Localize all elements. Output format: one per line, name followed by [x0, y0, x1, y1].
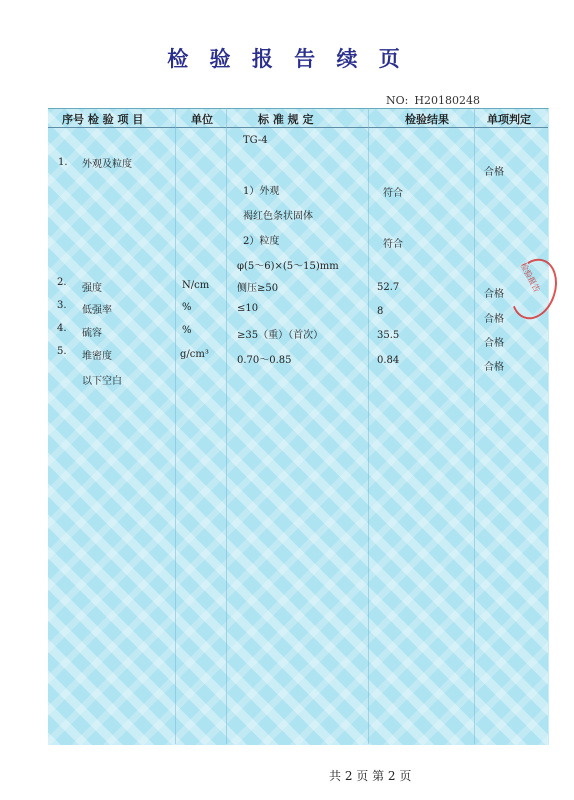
seal-text: 检验报告 — [518, 261, 542, 294]
report-number-value: H20180248 — [414, 94, 480, 107]
table-row-item: 硫容 — [82, 328, 102, 339]
table-row-item: 堆密度 — [82, 351, 112, 362]
header-verdict: 单项判定 — [487, 113, 531, 126]
table-row-result: 35.5 — [377, 330, 400, 341]
table-row-verdict: 合格 — [484, 338, 504, 349]
table-row-verdict: 合格 — [484, 167, 504, 178]
table-row-standard: 褐红色条状固体 — [243, 211, 313, 222]
table-row-standard: ≥35（重）（首次） — [237, 330, 324, 341]
table-row-verdict: 合格 — [484, 289, 504, 300]
table-row-standard: φ(5～6)×(5～15)mm — [237, 261, 339, 272]
header-unit: 单位 — [191, 113, 213, 126]
table-row-verdict: 合格 — [484, 314, 504, 325]
table-row-standard: 0.70～0.85 — [237, 355, 292, 366]
table-row-seq: 5. — [57, 346, 67, 357]
table-row-verdict: 合格 — [484, 362, 504, 373]
table-row-result: 0.84 — [377, 355, 400, 366]
table-row-unit: g/cm³ — [180, 349, 209, 360]
table-row-standard: 1）外观 — [243, 186, 280, 197]
table-row-unit: N/cm — [182, 280, 210, 291]
table-row-result: 符合 — [383, 188, 403, 199]
blank-note: 以下空白 — [82, 376, 122, 387]
table-row-result: 8 — [377, 306, 384, 317]
table-row-seq: 2. — [57, 277, 67, 288]
header-standard: 标 准 规 定 — [258, 113, 314, 126]
report-number — [386, 94, 480, 107]
header-result: 检验结果 — [405, 113, 449, 126]
table-row-seq: 3. — [57, 300, 67, 311]
column-divider — [175, 108, 176, 744]
page-title: 检 验 报 告 续 页 — [167, 46, 407, 71]
table-row-standard: ≤10 — [237, 303, 259, 314]
column-divider — [226, 108, 227, 744]
table-row-item: 强度 — [82, 283, 102, 294]
column-divider — [474, 108, 475, 744]
table-row-unit: % — [182, 302, 192, 313]
table-row-unit: % — [182, 325, 192, 336]
table-row-seq: 4. — [57, 323, 67, 334]
header-item: 序号 检 验 项 目 — [62, 113, 144, 126]
table-row-result: 52.7 — [377, 282, 400, 293]
table-row-standard: 2）粒度 — [243, 236, 280, 247]
report-number-label: NO: — [386, 94, 409, 107]
page-counter: 共 2 页 第 2 页 — [329, 769, 412, 783]
column-divider — [368, 108, 369, 744]
table-row-result: 符合 — [383, 239, 403, 250]
table-row-seq: 1. — [58, 157, 68, 168]
product-code: TG-4 — [243, 135, 268, 146]
table-row-standard: 侧压≥50 — [237, 283, 279, 294]
table-row-item: 外观及粒度 — [82, 159, 132, 170]
header-divider — [48, 127, 548, 128]
table-row-item: 低强率 — [82, 305, 112, 316]
